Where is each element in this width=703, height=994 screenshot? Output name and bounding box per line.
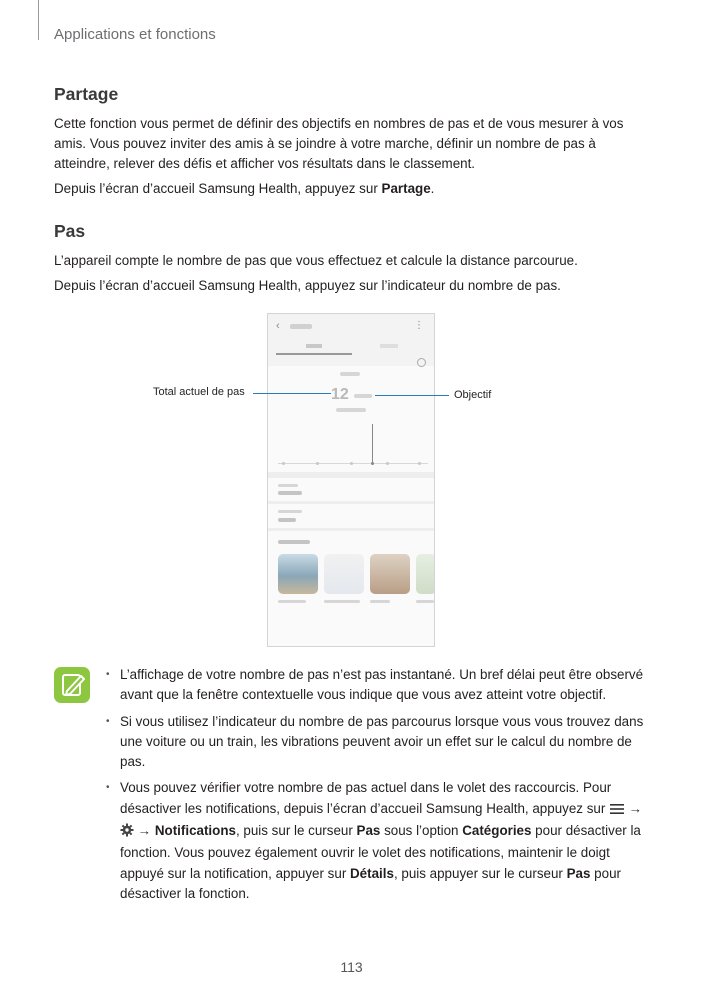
phone-stat-label xyxy=(278,510,302,513)
thumbnail-runners xyxy=(370,554,410,594)
phone-chart-dot xyxy=(371,462,374,465)
phone-separator xyxy=(268,528,434,531)
phone-tab-inactive xyxy=(380,344,398,348)
margin-rule xyxy=(38,0,39,40)
note-item: • Si vous utilisez l’indicateur du nombre de pas parcourus lorsque vous vous trouvez dans une voiture ou un train, les vibrations peuvent avoir un effet sur le calcul du nombre de pas. xyxy=(106,712,654,773)
phone-stat-label xyxy=(278,484,298,487)
phone-chart-dot xyxy=(386,462,389,465)
phone-screenshot xyxy=(267,313,435,647)
partage-keyword: Partage xyxy=(381,181,431,196)
partage-description: Cette fonction vous permet de définir des objectifs en nombres de pas et de vous mesurer à vos amis. Vous pouvez inviter des amis à se joindre à votre marche, définir un nombre de pas à atteindre, relever des défis et afficher vos résultats dans le classement. xyxy=(54,116,624,171)
pas-instruction: Depuis l’écran d’accueil Samsung Health, appuyez sur l’indicateur du nombre de pas. xyxy=(54,278,561,293)
phone-chart-axis xyxy=(278,463,428,464)
phone-app-header xyxy=(268,314,434,366)
phone-stat-value xyxy=(278,491,302,495)
note-pencil-icon xyxy=(54,667,90,703)
section-title-pas: Pas xyxy=(54,221,86,241)
phone-thumb-caption xyxy=(416,600,434,603)
thumbnail-lake xyxy=(278,554,318,594)
phone-tab-indicator xyxy=(276,353,352,355)
more-options-icon: ⋮ xyxy=(414,320,424,331)
callout-total-steps-label: Total actuel de pas xyxy=(153,386,245,398)
gear-icon xyxy=(120,823,134,843)
phone-chart-dot xyxy=(418,462,421,465)
callout-goal-label: Objectif xyxy=(454,389,492,401)
phone-label-placeholder xyxy=(340,372,360,376)
phone-chart-dot xyxy=(282,462,285,465)
partage-instruction: Depuis l’écran d’accueil Samsung Health, appuyez sur Partage. xyxy=(54,181,435,196)
phone-thumb-caption xyxy=(278,600,306,603)
page-number: 113 xyxy=(340,959,363,975)
phone-separator xyxy=(268,501,434,504)
phone-separator xyxy=(268,472,434,478)
phone-thumb-caption xyxy=(370,600,390,603)
note-item: • Vous pouvez vérifier votre nombre de pas actuel dans le volet des raccourcis. Pour désactiver les notifications, depuis l’écran d’accueil Samsung Health, appuyez sur → → Notifications, puis sur le curseur Pas sous l’option Catégories pour désactiver la fonction. Vous pouvez également ouvrir le volet des notifications, maintenir le doigt appuyé sur la notification, appuyer sur Détails, puis appuyer sur le curseur Pas pour désactiver la fonction. xyxy=(106,778,654,904)
hamburger-menu-icon xyxy=(609,801,625,821)
thumbnail-yoga xyxy=(416,554,435,594)
running-header: Applications et fonctions xyxy=(54,26,216,43)
phone-section-heading xyxy=(278,540,310,544)
phone-goal-placeholder xyxy=(354,394,372,398)
info-icon xyxy=(417,358,426,367)
pas-description: L’appareil compte le nombre de pas que vous effectuez et calcule la distance parcourue. xyxy=(54,253,578,268)
section-title-partage: Partage xyxy=(54,84,119,104)
phone-step-count: 12 xyxy=(331,386,349,403)
phone-chart-dot xyxy=(316,462,319,465)
callout-line-total xyxy=(253,393,331,394)
phone-thumb-caption xyxy=(324,600,360,603)
phone-title-placeholder xyxy=(290,324,312,329)
thumbnail-stretch xyxy=(324,554,364,594)
phone-chart-dot xyxy=(350,462,353,465)
phone-tab-active xyxy=(306,344,322,348)
phone-sub-placeholder xyxy=(336,408,366,412)
phone-stat-value xyxy=(278,518,296,522)
back-icon: ‹ xyxy=(276,320,280,332)
callout-line-goal xyxy=(375,395,449,396)
note-list xyxy=(106,665,654,910)
note-item: • L’affichage de votre nombre de pas n’est pas instantané. Un bref délai peut être observé avant que la fenêtre contextuelle vous indique que vous avez atteint votre objectif. xyxy=(106,665,654,706)
phone-chart-spike xyxy=(372,424,373,464)
